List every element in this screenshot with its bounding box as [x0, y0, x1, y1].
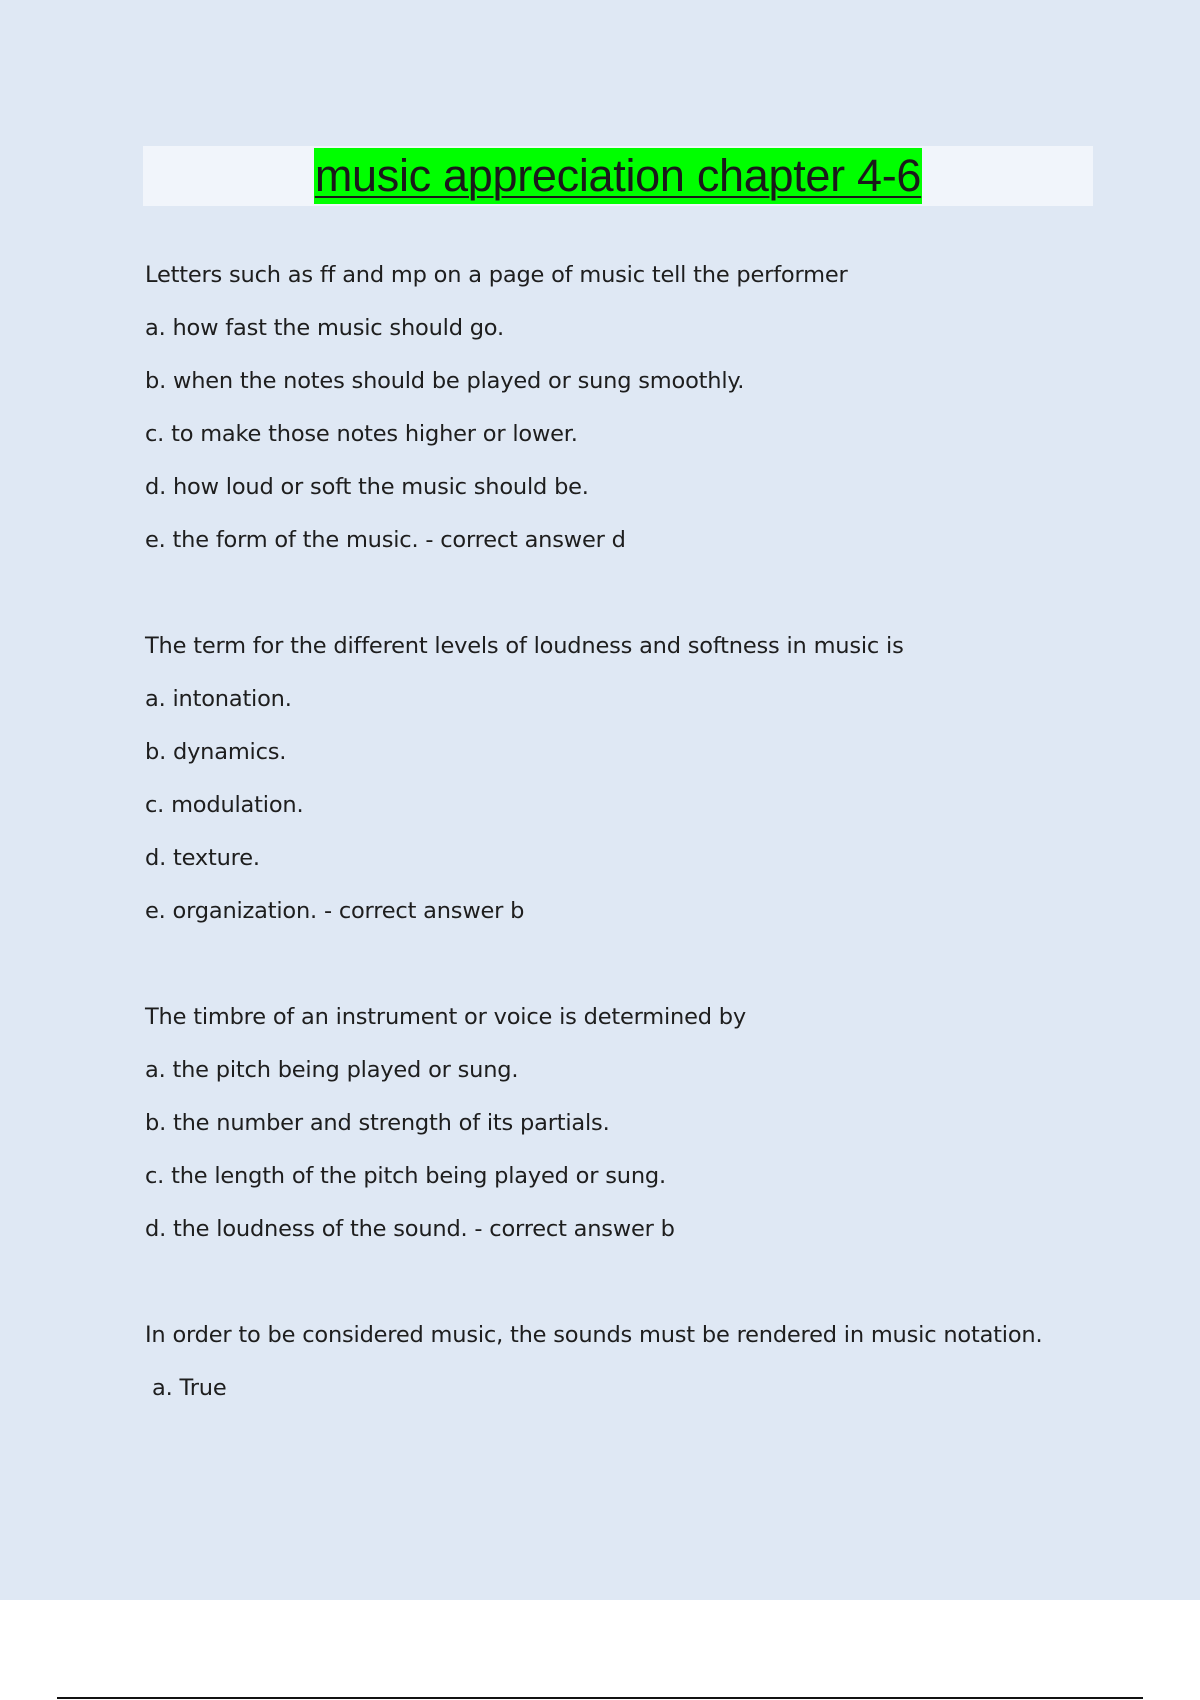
question-prompt: Letters such as ff and mp on a page of music tell the performer [145, 262, 848, 288]
question-prompt: In order to be considered music, the sounds must be rendered in music notation. [145, 1322, 1043, 1348]
footer-divider [57, 1697, 1143, 1699]
question-block-4 [145, 1320, 1105, 1426]
question-block-3 [145, 1002, 1105, 1267]
answer-option: a. the pitch being played or sung. [145, 1057, 519, 1083]
title-band [143, 146, 1093, 206]
answer-option: c. the length of the pitch being played or sung. [145, 1163, 666, 1189]
answer-option: c. modulation. [145, 792, 304, 818]
answer-option: b. when the notes should be played or sung smoothly. [145, 368, 745, 394]
answer-option: b. the number and strength of its partials. [145, 1110, 610, 1136]
answer-option-with-key: e. the form of the music. - correct answer d [145, 527, 626, 553]
answer-option-with-key: e. organization. - correct answer b [145, 898, 525, 924]
questions-list [145, 260, 1105, 1479]
question-block-2 [145, 631, 1105, 949]
answer-option: c. to make those notes higher or lower. [145, 421, 578, 447]
answer-option: a. intonation. [145, 686, 292, 712]
answer-option: d. how loud or soft the music should be. [145, 474, 589, 500]
question-prompt: The timbre of an instrument or voice is determined by [145, 1004, 746, 1030]
answer-option: a. True [152, 1375, 227, 1401]
question-prompt: The term for the different levels of loudness and softness in music is [145, 633, 904, 659]
answer-option: b. dynamics. [145, 739, 287, 765]
answer-option-with-key: d. the loudness of the sound. - correct answer b [145, 1216, 675, 1242]
document-title: music appreciation chapter 4-6 [314, 148, 922, 204]
answer-option: a. how fast the music should go. [145, 315, 504, 341]
question-block-1 [145, 260, 1105, 578]
answer-option: d. texture. [145, 845, 260, 871]
